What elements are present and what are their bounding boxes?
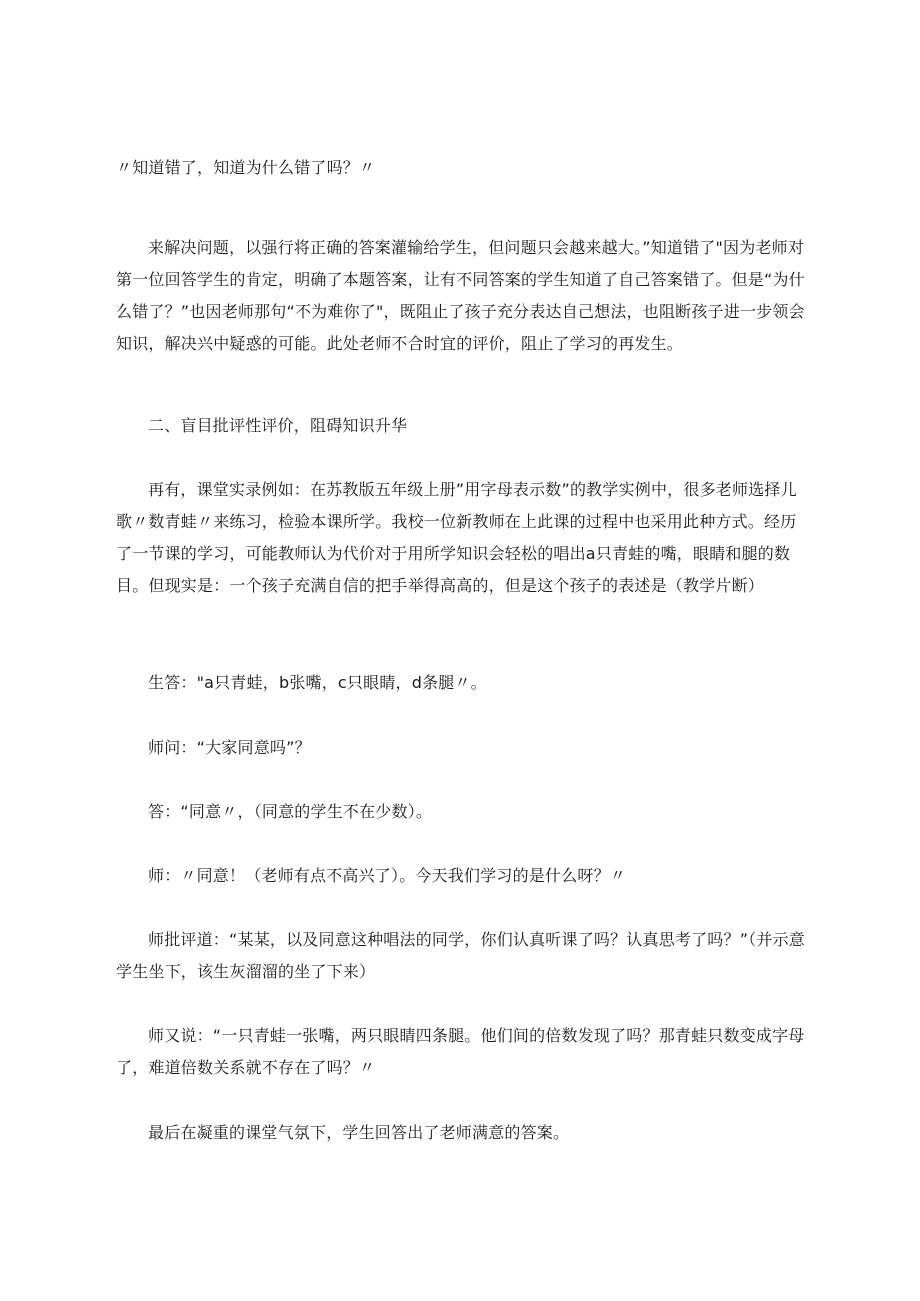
section-heading: 二、盲目批评性评价，阻碍知识升华 <box>148 416 408 435</box>
dialogue-teacher-explanation: 师又说：“一只青蛙一张嘴，两只眼睛四条腿。他们间的倍数发现了吗？那青蛙只数变成字母了，难道倍数关系就不存在了吗？〃 <box>116 1026 805 1077</box>
paragraph-example: 再有，课堂实录例如：在苏教版五年级上册”用字母表示数”的教学实例中，很多老师选择儿歌〃数青蛙〃来练习，检验本课所学。我校一位新教师在上此课的过程中也采用此种方式。经历了一节课的学习，可能教师认为代价对于用所学知识会轻松的唱出a只青蛙的嘴，眼睛和腿的数目。但现实是：一个孩子充满自信的把手举得高高的，但是这个孩子的表述是（教学片断） <box>116 480 797 595</box>
dialogue-student-answer: 生答："a只青蛙，b张嘴，c只眼睛，d条腿〃。 <box>148 673 487 692</box>
paragraph-conclusion: 最后在凝重的课堂气氛下，学生回答出了老师满意的答案。 <box>148 1123 570 1142</box>
quote-heading: 〃知道错了，知道为什么错了吗？〃 <box>116 158 376 177</box>
dialogue-teacher-reply: 师：〃同意！（老师有点不高兴了）。今天我们学习的是什么呀？〃 <box>148 866 627 885</box>
dialogue-class-answer: 答：“同意〃，（同意的学生不在少数）。 <box>148 802 433 821</box>
dialogue-teacher-question: 师问：“大家同意吗”？ <box>148 738 311 757</box>
paragraph-analysis: 来解决问题，以强行将正确的答案灌输给学生，但问题只会越来越大。”知道错了"因为老师对第一位回答学生的肯定，明确了本题答案，让有不同答案的学生知道了自己答案错了。但是“为什么错了？”也因老师那句“不为难你了"，既阻止了孩子充分表达自己想法，也阻断孩子进一步领会知识，解决兴中疑惑的可能。此处老师不合时宜的评价，阻止了学习的再发生。 <box>116 238 805 353</box>
dialogue-teacher-criticism: 师批评道：“某某，以及同意这种唱法的同学，你们认真听课了吗？认真思考了吗？”（并示意学生坐下，该生灰溜溜的坐了下来） <box>116 930 805 981</box>
